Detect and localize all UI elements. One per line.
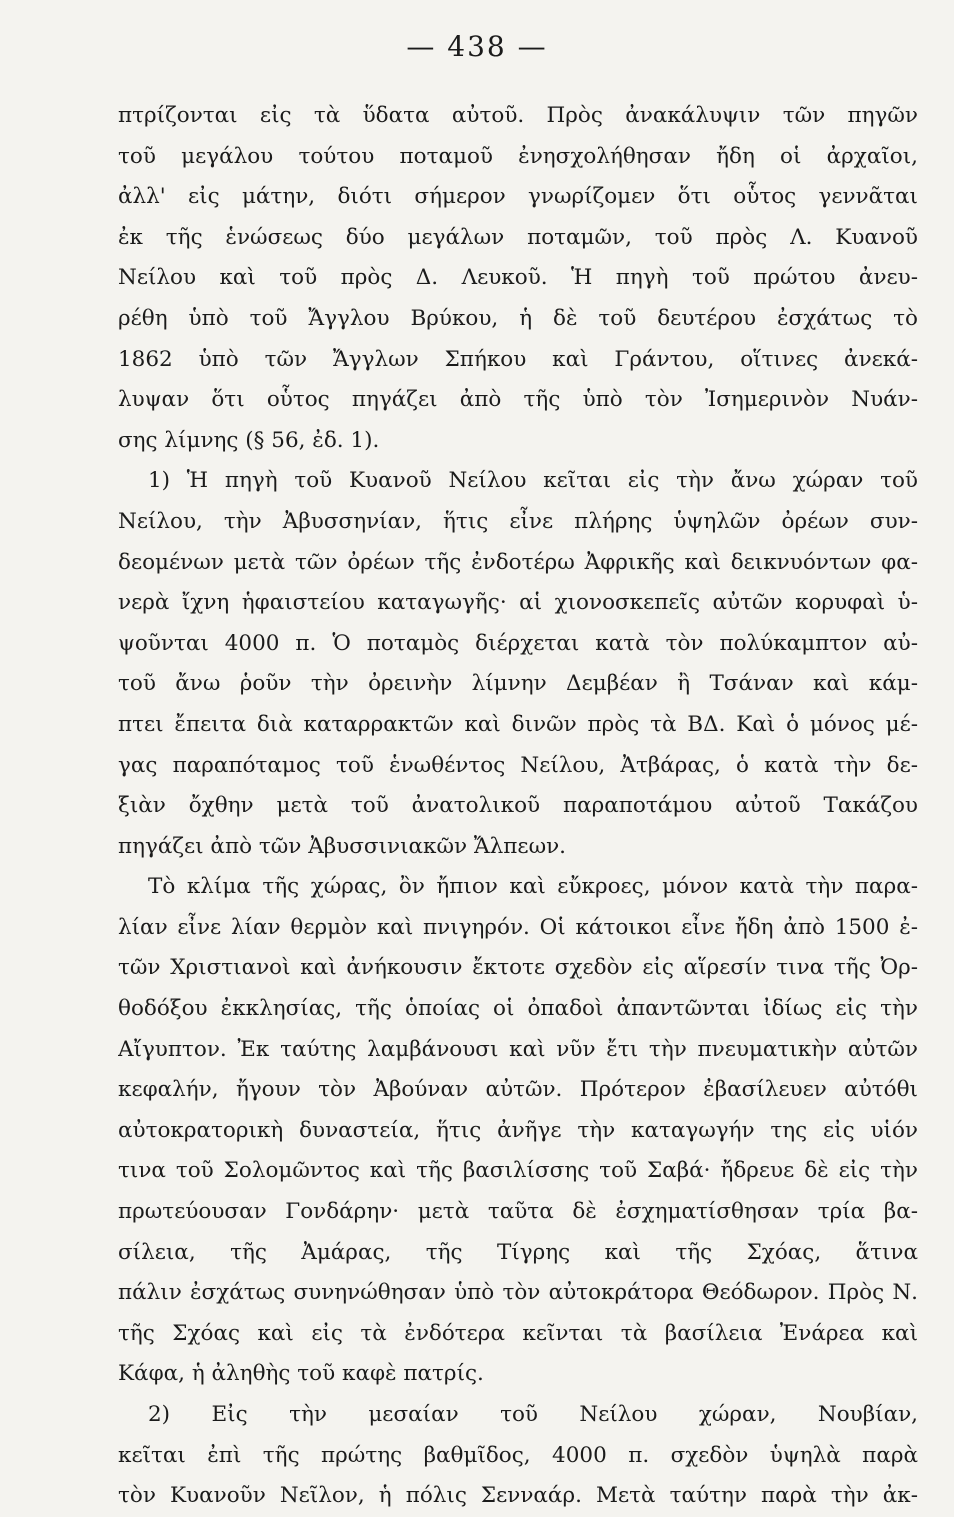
text-line: κεῖται ἐπὶ τῆς πρώτης βαθμῖδος, 4000 π. σχεδὸν ὑψηλὰ παρὰ: [118, 1442, 918, 1468]
body-text: [118, 96, 918, 1517]
text-line: ξιὰν ὄχθην μετὰ τοῦ ἀνατολικοῦ παραποτάμου αὐτοῦ Τακάζου: [118, 793, 918, 819]
text-line: σης λίμνης (§ 56, ἐδ. 1).: [118, 427, 380, 453]
text-line: Κάφα, ἡ ἀληθὴς τοῦ καφὲ πατρίς.: [118, 1361, 484, 1387]
text-line: Τὸ κλίμα τῆς χώρας, ὂν ἤπιον καὶ εὔκρoες, μόνον κατὰ τὴν παρα-: [148, 874, 918, 900]
text-line: τινα τοῦ Σολομῶντος καὶ τῆς βασιλίσσης τοῦ Σαβά· ἤδρευε δὲ εἰς τὴν: [118, 1158, 918, 1184]
text-line: αὐτοκρατορικὴ δυναστεία, ἥτις ἀνῆγε τὴν καταγωγήν της εἰς υἱόν: [118, 1117, 918, 1143]
text-line: ψοῦνται 4000 π. Ὁ ποταμὸς διέρχεται κατὰ τὸν πολύκαμπτον αὐ-: [118, 630, 918, 656]
text-line: τοῦ μεγάλου τούτου ποταμοῦ ἐνησχολήθησαν ἤδη οἱ ἀρχαῖοι,: [118, 143, 918, 169]
text-line: γας παραπόταμος τοῦ ἑνωθέντος Νείλου, Ἀτβάρας, ὁ κατὰ τὴν δε-: [118, 752, 918, 778]
text-line: λυψαν ὅτι οὗτος πηγάζει ἀπὸ τῆς ὑπὸ τὸν Ἰσημερινὸν Νυάν-: [118, 387, 918, 413]
text-line: ἀλλ' εἰς μάτην, διότι σήμερον γνωρίζομεν ὅτι οὗτος γεννᾶται: [118, 184, 918, 210]
text-line: πάλιν ἐσχάτως συνηνώθησαν ὑπὸ τὸν αὐτοκράτορα Θεόδωρον. Πρὸς Ν.: [118, 1280, 918, 1306]
text-line: τοῦ ἄνω ῥοῦν τὴν ὀρεινὴν λίμνην Δεμβέαν ἢ Τσάναν καὶ κάμ-: [118, 671, 918, 697]
text-line: τὸν Κυανοῦν Νεῖλον, ἡ πόλις Σενναάρ. Μετὰ ταύτην παρὰ τὴν ἀκ-: [118, 1483, 918, 1509]
page-number: — 438 —: [406, 30, 548, 63]
text-line: 1) Ἡ πηγὴ τοῦ Κυανοῦ Νείλου κεῖται εἰς τὴν ἄνω χώραν τοῦ: [148, 468, 918, 494]
text-line: 2) Εἰς τὴν μεσαίαν τοῦ Νείλου χώραν, Νουβίαν,: [148, 1402, 918, 1427]
text-line: θοδόξου ἐκκλησίας, τῆς ὁποίας οἱ ὀπαδοὶ ἀπαντῶνται ἰδίως εἰς τὴν: [118, 996, 918, 1022]
text-line: ἐκ τῆς ἑνώσεως δύο μεγάλων ποταμῶν, τοῦ πρὸς Λ. Κυανοῦ: [118, 224, 918, 250]
text-line: 1862 ὑπὸ τῶν Ἄγγλων Σπήκου καὶ Γράντου, οἵτινες ἀνεκά-: [118, 346, 918, 372]
text-line: πτει ἔπειτα διὰ καταρρακτῶν καὶ δινῶν πρὸς τὰ ΒΔ. Καὶ ὁ μόνος μέ-: [118, 711, 918, 737]
text-line: Αἴγυπτον. Ἐκ ταύτης λαμβάνουσι καὶ νῦν ἔτι τὴν πνευματικὴν αὐτῶν: [118, 1036, 918, 1062]
text-line: πτρίζονται εἰς τὰ ὕδατα αὐτοῦ. Πρὸς ἀνακάλυψιν τῶν πηγῶν: [118, 103, 918, 128]
text-line: τῶν Χριστιανοὶ καὶ ἀνήκουσιν ἔκτοτε σχεδὸν εἰς αἵρεσίν τινα τῆς Ὀρ-: [118, 955, 918, 981]
text-line: πρωτεύουσαν Γονδάρην· μετὰ ταῦτα δὲ ἐσχηματίσθησαν τρία βα-: [118, 1199, 918, 1225]
text-line: Νείλου καὶ τοῦ πρὸς Δ. Λευκοῦ. Ἡ πηγὴ τοῦ πρώτου ἀνευ-: [118, 265, 918, 291]
text-line: ρέθη ὑπὸ τοῦ Ἄγγλου Βρύκου, ἡ δὲ τοῦ δευτέρου ἐσχάτως τὸ: [118, 305, 918, 331]
text-line: λίαν εἶνε λίαν θερμὸν καὶ πνιγηρόν. Οἱ κάτοικοι εἶνε ἤδη ἀπὸ 1500 ἐ-: [118, 914, 918, 940]
text-line: Νείλου, τὴν Ἀβυσσηνίαν, ἥτις εἶνε πλήρης ὑψηλῶν ὀρέων συν-: [118, 508, 918, 534]
text-line: δεομένων μετὰ τῶν ὀρέων τῆς ἐνδοτέρω Ἀφρικῆς καὶ δεικνυόντων φα-: [118, 549, 918, 575]
text-line: κεφαλήν, ἤγουν τὸν Ἀβούναν αὐτῶν. Πρότερον ἐβασίλευεν αὐτόθι: [118, 1077, 918, 1103]
text-line: νερὰ ἴχνη ἡφαιστείου καταγωγῆς· αἱ χιονοσκεπεῖς αὐτῶν κορυφαὶ ὑ-: [118, 590, 918, 616]
text-line: σίλεια, τῆς Ἀμάρας, τῆς Τίγρης καὶ τῆς Σχόας, ἅτινα: [118, 1239, 918, 1265]
text-line: τῆς Σχόας καὶ εἰς τὰ ἐνδότερα κεῖνται τὰ βασίλεια Ἐνάρεα καὶ: [118, 1320, 918, 1346]
text-line: πηγάζει ἀπὸ τῶν Ἀβυσσινιακῶν Ἄλπεων.: [118, 833, 567, 859]
